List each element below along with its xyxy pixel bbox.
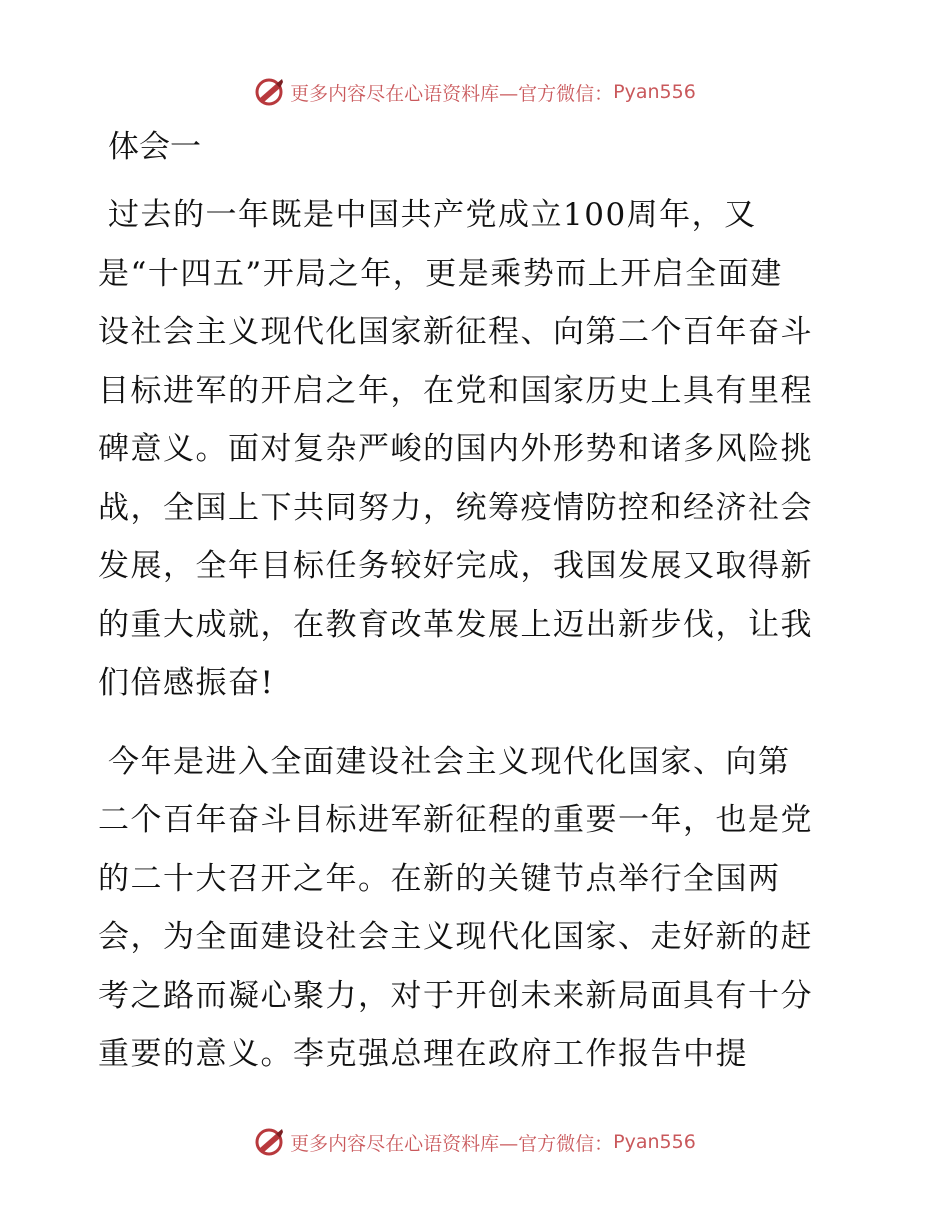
text-line: 碑意义。面对复杂严峻的国内外形势和诸多风险挑 (98, 431, 813, 467)
text-line: 重要的意义。李克强总理在政府工作报告中提 (98, 1036, 748, 1072)
document-heading: 体会一 (108, 129, 201, 165)
text-line: 设社会主义现代化国家新征程、向第二个百年奋斗 (98, 314, 813, 350)
text-line: 目标进军的开启之年，在党和国家历史上具有里程 (98, 372, 813, 409)
text-line: 发展，全年目标任务较好完成，我国发展又取得新 (98, 548, 813, 584)
text-line: 二个百年奋斗目标进军新征程的重要一年，也是党 (98, 802, 813, 838)
text-line: 的二十大召开之年。在新的关键节点举行全国两 (98, 860, 781, 897)
text-line: 们倍感振奋! (98, 665, 275, 701)
text-line: 战，全国上下共同努力，统筹疫情防控和经济社会 (98, 489, 813, 526)
paragraph-2 (98, 733, 850, 1084)
pen-logo-icon (254, 1126, 286, 1158)
watermark-text: 更多内容尽在心语资料库—官方微信： (290, 82, 614, 105)
paragraph-1 (98, 186, 850, 713)
text-line: 过去的一年既是中国共产党成立100周年，又 (108, 197, 757, 233)
text-line: 的重大成就，在教育改革发展上迈出新步伐，让我 (98, 606, 813, 643)
pen-logo-icon (254, 76, 286, 108)
document-body (98, 118, 850, 1104)
watermark-header (0, 72, 950, 112)
watermark-footer (0, 1122, 950, 1162)
watermark-text: 更多内容尽在心语资料库—官方微信： (290, 1132, 614, 1155)
text-line: 会，为全面建设社会主义现代化国家、走好新的赶 (98, 919, 813, 955)
text-line: 今年是进入全面建设社会主义现代化国家、向第 (108, 743, 791, 780)
watermark-handle: Pyan556 (613, 1131, 696, 1153)
watermark-handle: Pyan556 (613, 81, 696, 103)
text-line: 考之路而凝心聚力，对于开创未来新局面具有十分 (98, 977, 813, 1014)
text-line: 是“十四五”开局之年，更是乘势而上开启全面建 (98, 255, 783, 292)
